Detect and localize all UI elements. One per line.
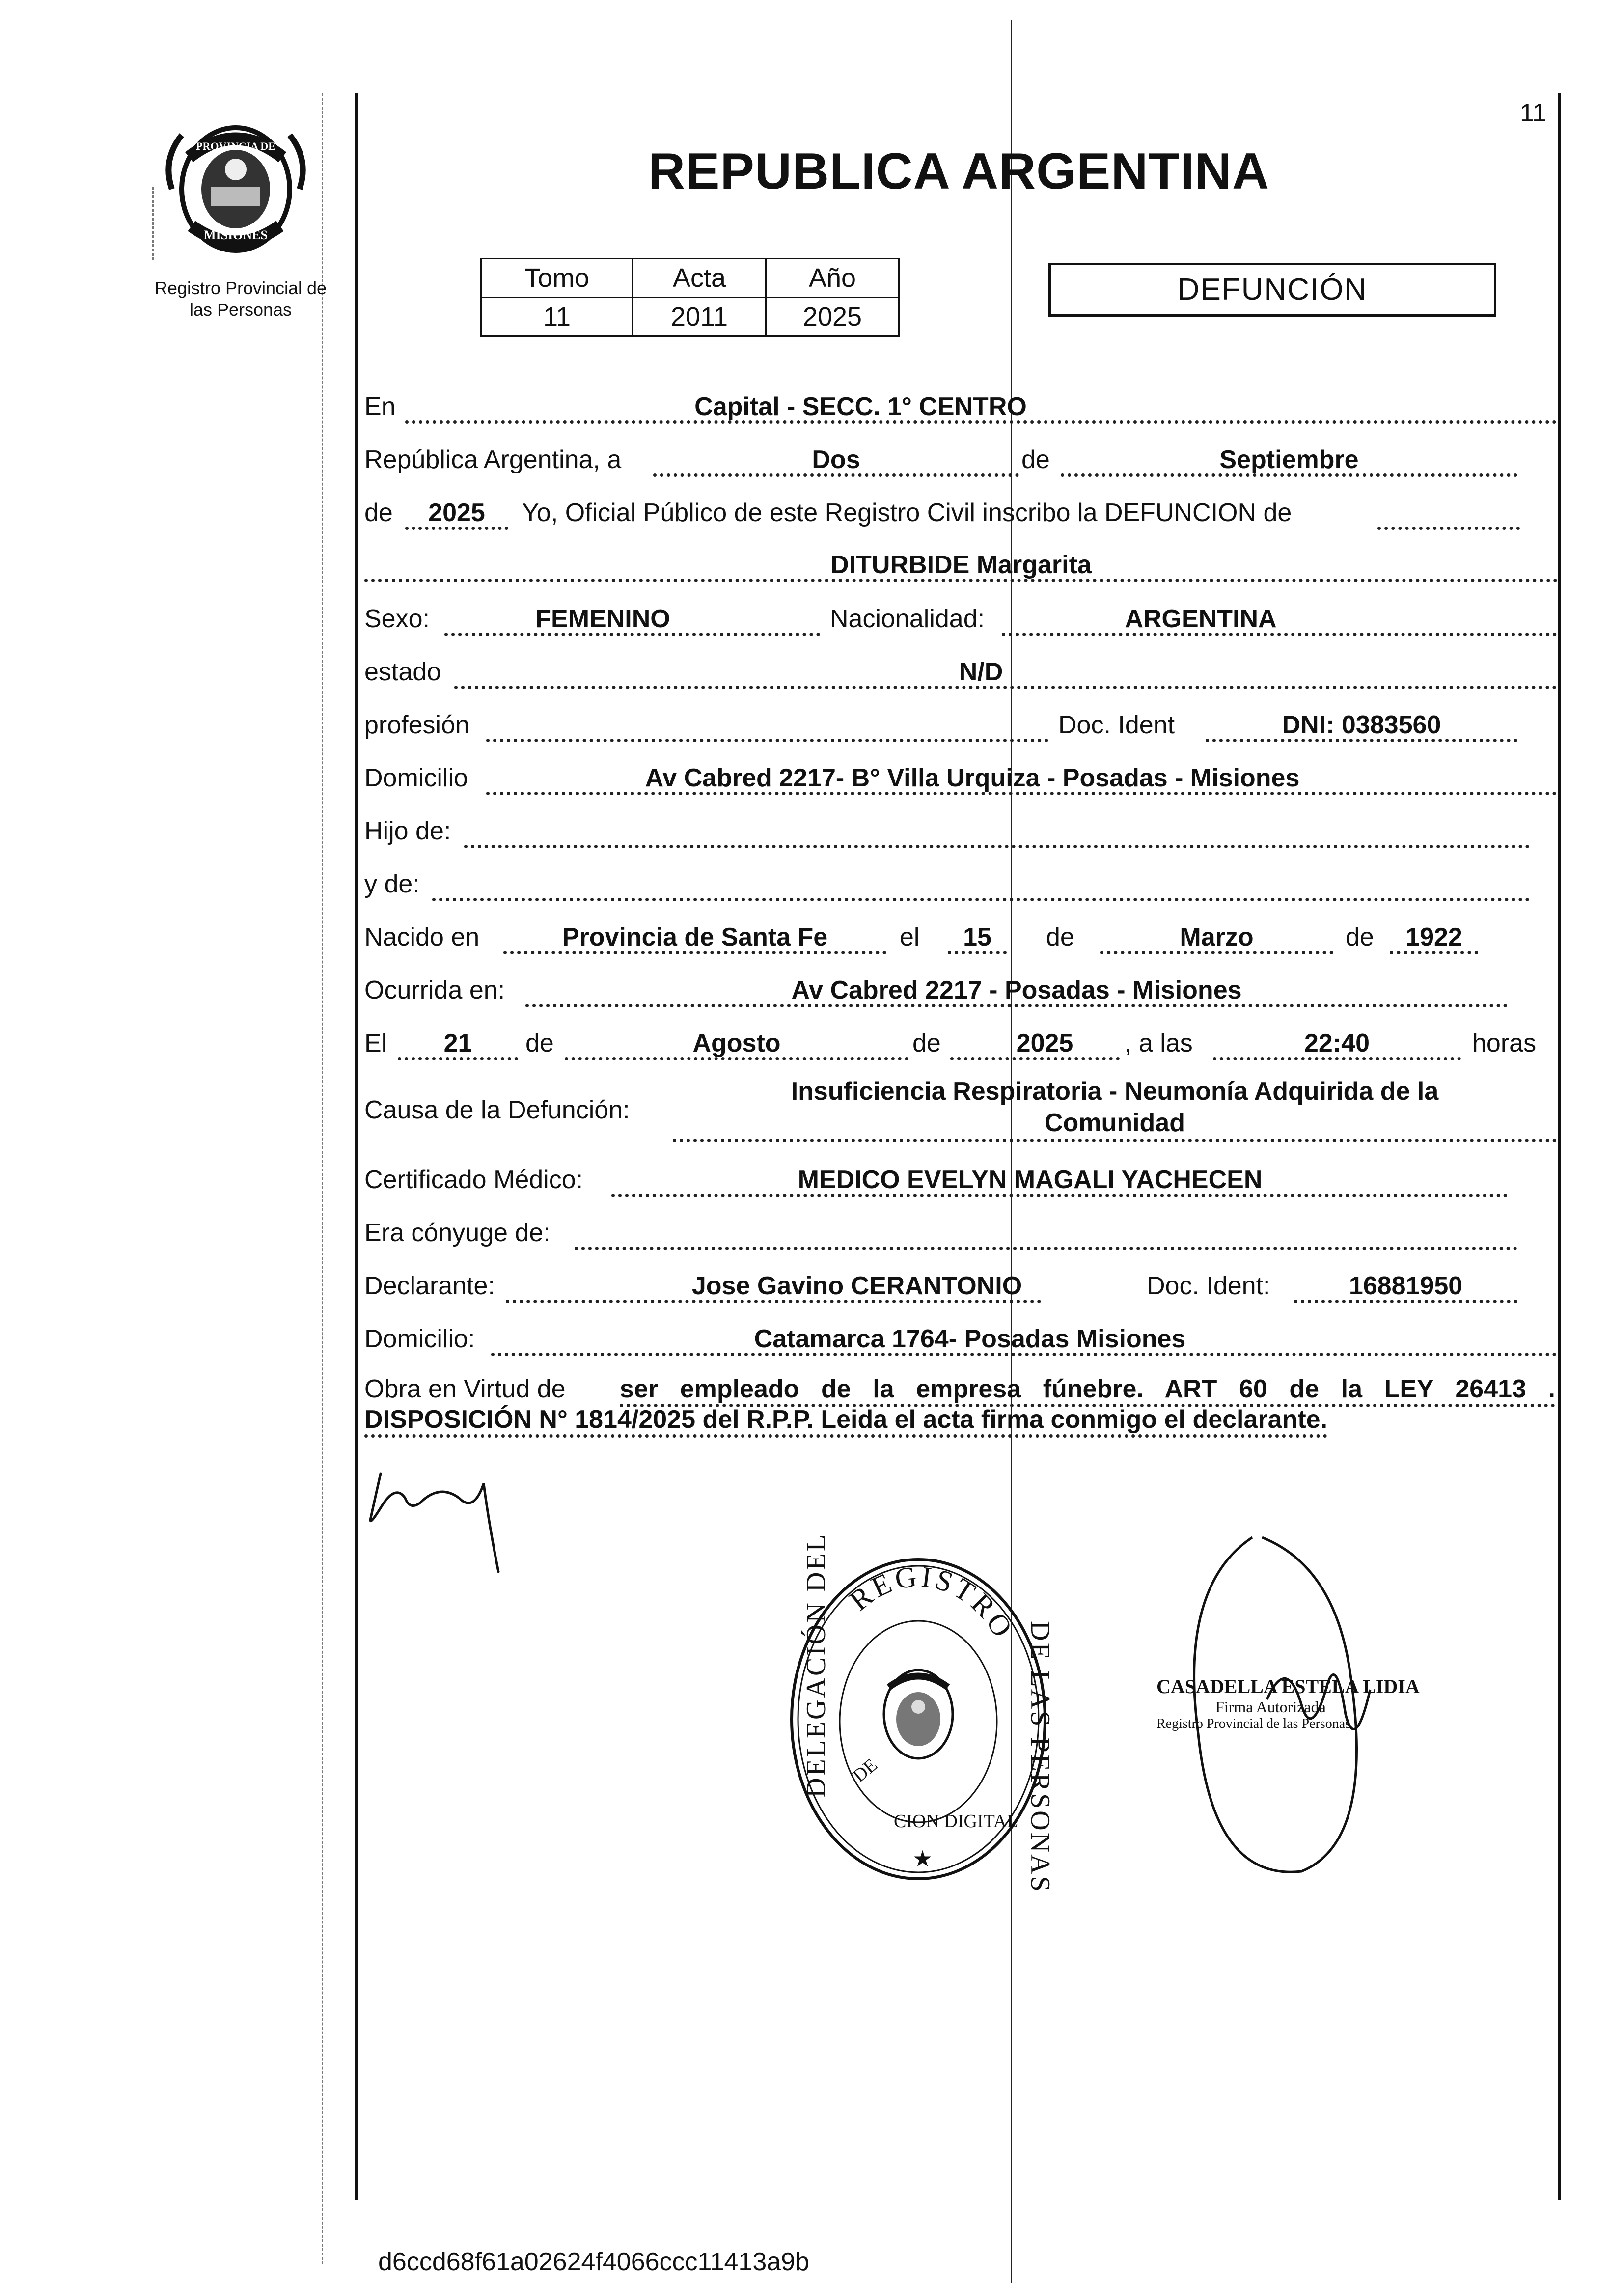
- birthplace-field: Provincia de Santa Fe: [503, 922, 886, 954]
- address-field: Av Cabred 2217- B° Villa Urquiza - Posadas - Misiones: [486, 763, 1557, 795]
- svg-text:DE LAS PERSONAS: DE LAS PERSONAS: [1025, 1621, 1055, 1893]
- doc-ident-field: DNI: 0383560: [1206, 710, 1517, 742]
- disposition-field: DISPOSICIÓN N° 1814/2025 del R.P.P. Leida el acta firma conmigo el declarante.: [364, 1405, 1327, 1438]
- el-label: el: [900, 923, 920, 951]
- profession-label: profesión: [364, 711, 469, 739]
- declarant-label: Declarante:: [364, 1272, 495, 1300]
- spouse-field: [575, 1218, 1517, 1250]
- cause-label: Causa de la Defunción:: [364, 1096, 630, 1124]
- born-in-label: Nacido en: [364, 923, 480, 951]
- declarant-signature: [361, 1464, 528, 1582]
- occurred-in-field: Av Cabred 2217 - Posadas - Misiones: [525, 975, 1508, 1007]
- svg-text:PROVINCIA DE: PROVINCIA DE: [196, 140, 275, 152]
- right-margin-rule: [1558, 93, 1561, 2200]
- de-label: de: [1021, 445, 1050, 474]
- deceased-name-field: DITURBIDE Margarita: [364, 550, 1558, 582]
- civil-status-label: estado: [364, 658, 441, 686]
- year-prefix-label: de: [364, 499, 393, 527]
- declarant-address-field: Catamarca 1764- Posadas Misiones: [491, 1324, 1557, 1356]
- table-header-anio: Año: [766, 259, 899, 298]
- official-trailing-dots: [1377, 498, 1520, 530]
- birth-year-field: 1922: [1390, 922, 1478, 954]
- registry-caption: [133, 278, 349, 321]
- el-label-2: El: [364, 1029, 387, 1058]
- left-margin-rule: [355, 93, 358, 2200]
- death-day-field: 21: [398, 1029, 518, 1060]
- birth-month-field: Marzo: [1100, 922, 1333, 954]
- declarant-doc-label: Doc. Ident:: [1147, 1272, 1270, 1300]
- page-title: REPUBLICA ARGENTINA: [648, 143, 1270, 200]
- sex-field: FEMENINO: [444, 604, 820, 636]
- svg-text:★: ★: [912, 1845, 933, 1872]
- authorized-signature-stamp: [1156, 1675, 1431, 1732]
- child-of-field: [464, 816, 1530, 848]
- doc-ident-label: Doc. Ident: [1058, 711, 1175, 739]
- nationality-field: ARGENTINA: [1002, 604, 1557, 636]
- year-field: 2025: [405, 498, 508, 530]
- page-number: 11: [1520, 99, 1546, 127]
- registry-caption-line1: Registro Provincial de: [154, 278, 327, 298]
- left-edge-dashes: [322, 93, 323, 2264]
- occurred-in-label: Ocurrida en:: [364, 976, 505, 1004]
- medical-certificate-field: MEDICO EVELYN MAGALI YACHECEN: [611, 1165, 1508, 1197]
- table-value-acta: 2011: [633, 298, 766, 336]
- place-field: Capital - SECC. 1° CENTRO: [405, 392, 1557, 424]
- medical-certificate-label: Certificado Médico:: [364, 1166, 583, 1194]
- record-table: [480, 258, 900, 337]
- de-label-2: de: [1046, 923, 1074, 951]
- table-header-acta: Acta: [633, 259, 766, 298]
- day-field: Dos: [653, 445, 1019, 477]
- de-label-5: de: [912, 1029, 941, 1058]
- profession-field: [486, 710, 1048, 742]
- declarant-field: Jose Gavino CERANTONIO: [506, 1271, 1041, 1303]
- provincial-coat-of-arms-logo: [162, 111, 309, 258]
- registry-caption-line2: las Personas: [189, 300, 292, 320]
- cause-field: Insuficiencia Respiratoria - Neumonía Adquirida de la Comunidad: [673, 1076, 1557, 1142]
- svg-text:DE: DE: [849, 1754, 881, 1786]
- table-value-tomo: 11: [481, 298, 633, 336]
- svg-text:DELEGACIÓN DEL: DELEGACIÓN DEL: [801, 1532, 831, 1798]
- svg-text:MISIONES: MISIONES: [203, 228, 268, 242]
- civil-status-field: N/D: [454, 657, 1557, 689]
- declarant-doc-field: 16881950: [1294, 1271, 1517, 1303]
- and-of-label: y de:: [364, 870, 420, 898]
- stamp-authorized-text: Firma Autorizada: [1215, 1698, 1326, 1716]
- table-header-tomo: Tomo: [481, 259, 633, 298]
- address-label: Domicilio: [364, 764, 468, 792]
- stamp-officer-name: CASADELLA ESTELA LIDIA: [1156, 1675, 1420, 1698]
- by-virtue-field: ser empleado de la empresa fúnebre. ART 60 de la LEY 26413 .: [620, 1374, 1555, 1407]
- registry-seal-stamp: [786, 1532, 1055, 1893]
- republic-label: República Argentina, a: [364, 445, 622, 474]
- stamp-registry-text: Registro Provincial de las Personas: [1156, 1716, 1351, 1731]
- official-statement: Yo, Oficial Público de este Registro Civil inscribo la DEFUNCION de: [522, 499, 1292, 527]
- by-virtue-label: Obra en Virtud de: [364, 1375, 566, 1403]
- svg-text:CION DIGITAL: CION DIGITAL: [894, 1811, 1018, 1832]
- death-year-field: 2025: [950, 1029, 1120, 1060]
- table-value-anio: 2025: [766, 298, 899, 336]
- hours-label: horas: [1472, 1029, 1537, 1058]
- nationality-label: Nacionalidad:: [830, 605, 985, 633]
- death-time-field: 22:40: [1213, 1029, 1461, 1060]
- spouse-label: Era cónyuge de:: [364, 1219, 551, 1247]
- svg-text:REGISTRO: REGISTRO: [843, 1559, 1020, 1645]
- birth-day-field: 15: [948, 922, 1007, 954]
- record-type-box: DEFUNCIÓN: [1048, 263, 1496, 317]
- death-month-field: Agosto: [565, 1029, 908, 1060]
- month-field: Septiembre: [1061, 445, 1517, 477]
- and-of-field: [432, 869, 1530, 901]
- sex-label: Sexo:: [364, 605, 430, 633]
- fold-line: [1011, 20, 1012, 2283]
- at-hours-label: , a las: [1125, 1029, 1193, 1058]
- declarant-address-label: Domicilio:: [364, 1325, 475, 1353]
- de-label-4: de: [525, 1029, 554, 1058]
- document-hash: d6ccd68f61a02624f4066ccc11413a9b: [378, 2248, 810, 2276]
- en-label: En: [364, 392, 396, 421]
- left-edge-dashes-2: [152, 187, 154, 260]
- de-label-3: de: [1346, 923, 1374, 951]
- child-of-label: Hijo de:: [364, 817, 451, 845]
